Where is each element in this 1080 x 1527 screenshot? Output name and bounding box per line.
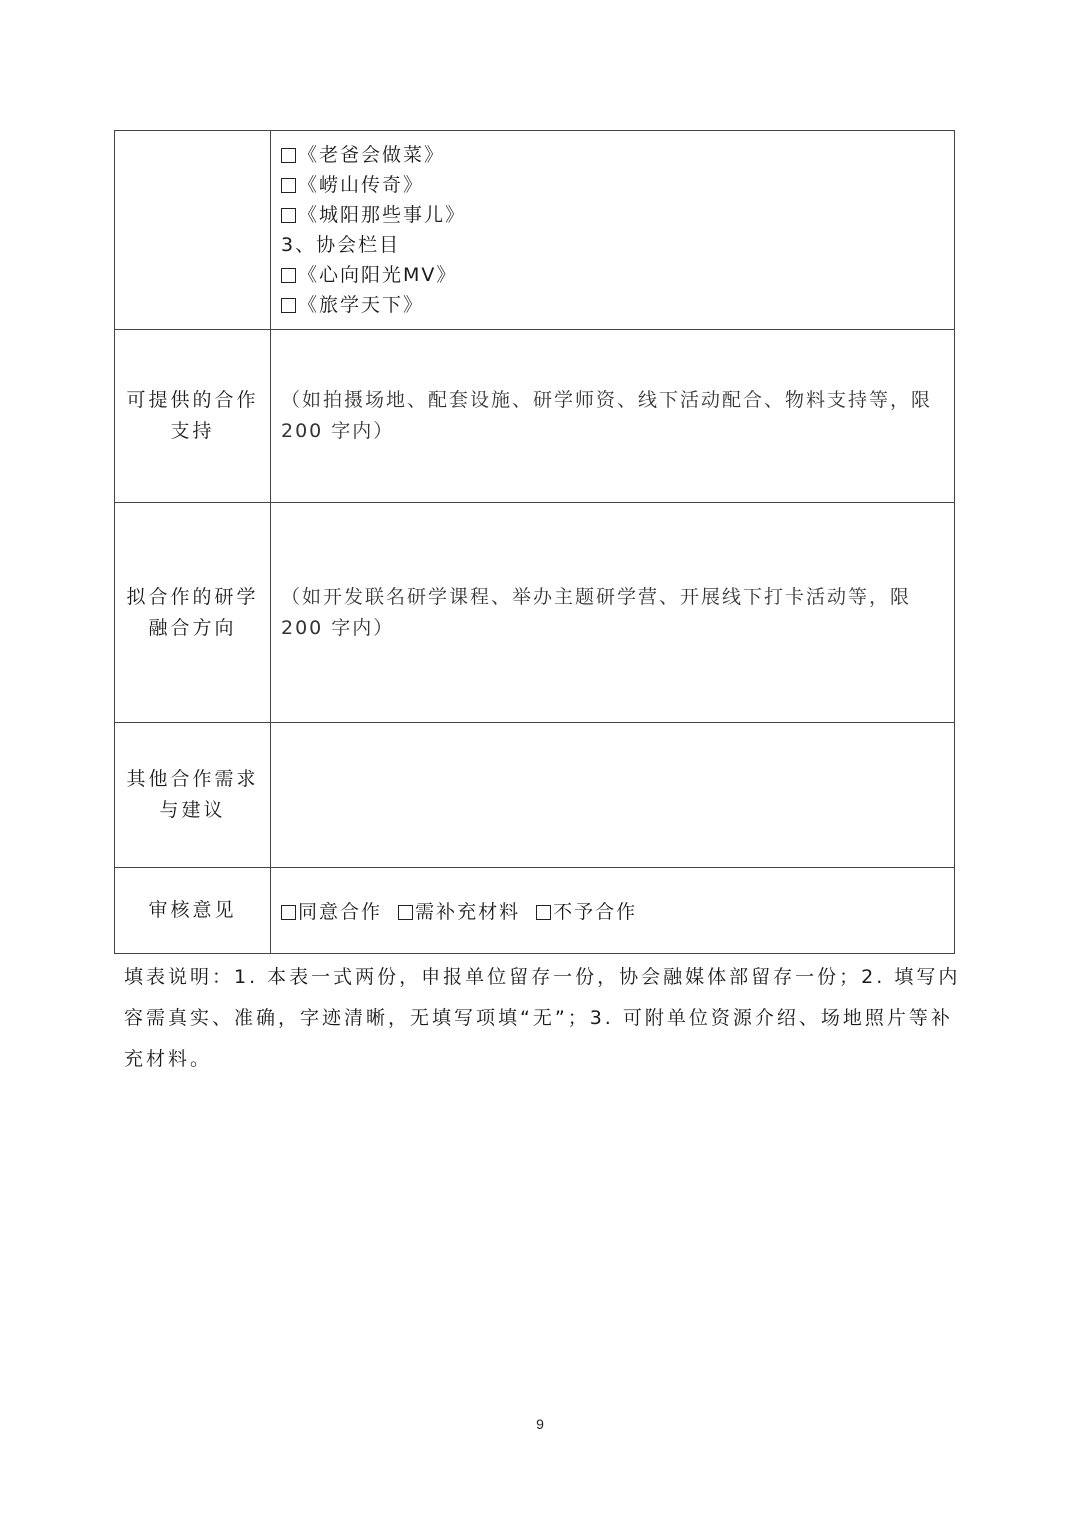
review-label: 审核意见 bbox=[115, 868, 271, 954]
review-row bbox=[115, 868, 955, 954]
support-row bbox=[115, 330, 955, 503]
review-option-label: 需补充材料 bbox=[415, 901, 521, 923]
checkbox[interactable] bbox=[281, 298, 296, 313]
program-list-cell bbox=[271, 131, 955, 330]
program-option-laoshan[interactable] bbox=[281, 170, 946, 200]
review-option-need-more[interactable] bbox=[398, 901, 520, 923]
form-instructions: 填表说明：1. 本表一式两份，申报单位留存一份，协会融媒体部留存一份；2. 填写内容需真实、准确，字迹清晰，无填写项填“无”；3. 可附单位资源介绍、场地照片等补充材料。 bbox=[124, 966, 961, 1070]
support-label-line2: 支持 bbox=[170, 420, 215, 442]
support-hint: （如拍摄场地、配套设施、研学师资、线下活动配合、物料支持等，限 200 字内） bbox=[281, 389, 933, 442]
program-option-label: 《城阳那些事儿》 bbox=[298, 204, 467, 226]
other-input-cell[interactable] bbox=[271, 723, 955, 868]
direction-input-cell[interactable] bbox=[271, 503, 955, 723]
checkbox[interactable] bbox=[281, 268, 296, 283]
review-option-reject[interactable] bbox=[536, 901, 637, 923]
checkbox[interactable] bbox=[536, 905, 551, 920]
support-input-cell[interactable] bbox=[271, 330, 955, 503]
direction-label bbox=[115, 503, 271, 723]
program-option-lvxue[interactable] bbox=[281, 290, 946, 320]
review-option-label: 不予合作 bbox=[553, 901, 638, 923]
support-label bbox=[115, 330, 271, 503]
program-list-row bbox=[115, 131, 955, 330]
checkbox[interactable] bbox=[281, 148, 296, 163]
direction-label-line1: 拟合作的研学 bbox=[126, 585, 259, 608]
checkbox[interactable] bbox=[281, 178, 296, 193]
program-option-label: 《老爸会做菜》 bbox=[298, 144, 446, 166]
other-label-line2: 与建议 bbox=[159, 799, 226, 821]
direction-hint: （如开发联名研学课程、举办主题研学营、开展线下打卡活动等，限 200 字内） bbox=[281, 585, 912, 639]
review-option-agree[interactable] bbox=[281, 901, 382, 923]
other-label-line1: 其他合作需求 bbox=[126, 768, 259, 790]
program-option-xinxiang[interactable] bbox=[281, 260, 946, 290]
review-options-cell bbox=[271, 868, 955, 954]
review-option-label: 同意合作 bbox=[298, 901, 383, 923]
checkbox[interactable] bbox=[398, 905, 413, 920]
application-form-table bbox=[114, 130, 955, 954]
program-option-label: 《旅学天下》 bbox=[298, 294, 425, 316]
program-option-label: 《崂山传奇》 bbox=[298, 174, 425, 196]
support-label-line1: 可提供的合作 bbox=[126, 389, 259, 411]
section-heading-association: 3、协会栏目 bbox=[281, 234, 401, 256]
direction-label-line2: 融合方向 bbox=[148, 616, 237, 639]
other-label bbox=[115, 723, 271, 868]
program-option-laoba[interactable] bbox=[281, 140, 946, 170]
checkbox[interactable] bbox=[281, 905, 296, 920]
checkbox[interactable] bbox=[281, 208, 296, 223]
other-row bbox=[115, 723, 955, 868]
program-option-label: 《心向阳光MV》 bbox=[298, 264, 458, 286]
direction-row bbox=[115, 503, 955, 723]
program-option-chengyang[interactable] bbox=[281, 200, 946, 230]
program-list-label-cell bbox=[115, 131, 271, 330]
page-number: 9 bbox=[536, 1416, 544, 1432]
